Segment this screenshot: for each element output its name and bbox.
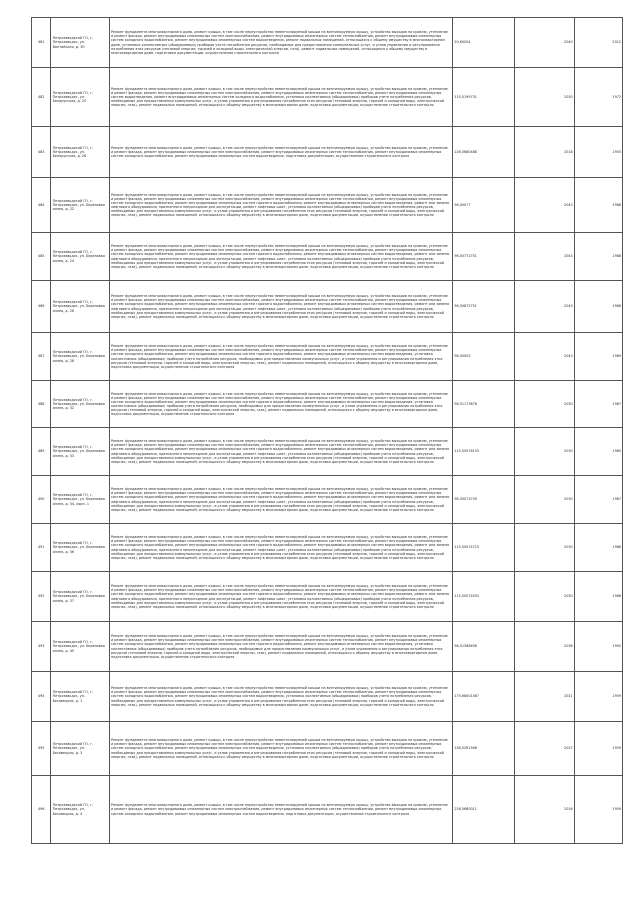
build-year-cell: 1987 bbox=[574, 476, 622, 524]
planned-year-cell: 2043 bbox=[514, 333, 574, 381]
planned-year-cell: 2030 bbox=[514, 428, 574, 476]
cost-value-cell: 96,50073709 bbox=[453, 476, 514, 524]
cost-value-cell: 96,50872751 bbox=[453, 281, 514, 333]
row-number-cell: 487 bbox=[32, 333, 51, 381]
cost-value-cell: 20,60004 bbox=[453, 18, 514, 68]
house-address-cell: Петрозаводский ГО, г. Петрозаводск, ул. Бесовецкая, д. 4 bbox=[51, 776, 109, 844]
planned-year-cell: 2030 bbox=[514, 68, 574, 127]
house-address-cell: Петрозаводский ГО, г. Петрозаводск, ул. Березовая аллея, д. 28 bbox=[51, 333, 109, 381]
house-address-cell: Петрозаводский ГО, г. Петрозаводск, ул. Березовая аллея, д. 36 bbox=[51, 524, 109, 572]
works-description-cell: Ремонт фундамента многоквартирного дома, ремонт крыши, в том числе переустройство невентилируемой крыши на вентилируемую крышу, устройство выходов на кровлю, утепление и ремонт фасада, ремонт внутридомовых инженерных систем электроснабжения, ремонт внутридомовых инженерных систем теплоснабжения, ремонт внутридомовых инженерных систем холодного водоснабжения, ремонт внутридомовых инженерных систем водоотведения, подготовка документации, осуществление строительного контроля bbox=[109, 127, 452, 178]
works-description-cell: Ремонт фундамента многоквартирного дома, ремонт крыши, в том числе переустройство невентилируемой крыши на вентилируемую крышу, устройство выходов на кровлю, утепление и ремонт фасада, ремонт внутридомовых инженерных систем электроснабжения, ремонт внутридомовых инженерных систем теплоснабжения, ремонт внутридомовых инженерных систем холодного водоснабжения, ремонт внутридомовых инженерных систем горячего водоснабжения, ремонт внутридомовых инженерных систем водоотведения, ремонт или замена лифтового оборудования, признанного непригодным для эксплуатации, ремонт лифтовых шахт, установка коллективных (общедомовых) приборов учета потребления ресурсов, необходимых для предоставления коммунальных услуг, и узлов управления и регулирования потребления этих ресурсов (тепловой энергии, горячей и холодной воды, электрической энергии, газа), ремонт подвальных помещений, относящихся к общему имуществу в многоквартирном доме, подготовка документации, осуществление строительного контроля bbox=[109, 233, 452, 281]
row-number-cell: 491 bbox=[32, 524, 51, 572]
table-row bbox=[32, 572, 623, 622]
build-year-cell: 1989 bbox=[574, 333, 622, 381]
row-number-cell: 496 bbox=[32, 776, 51, 844]
works-description-cell: Ремонт фундамента многоквартирного дома, ремонт крыши, в том числе переустройство невентилируемой крыши на вентилируемую крышу, устройство выходов на кровлю, утепление и ремонт фасада, ремонт внутридомовых инженерных систем электроснабжения, ремонт внутридомовых инженерных систем теплоснабжения, ремонт внутридомовых инженерных систем холодного водоснабжения, ремонт внутридомовых инженерных систем горячего водоснабжения, ремонт внутридомовых инженерных систем водоотведения, ремонт или замена лифтового оборудования, признанного непригодным для эксплуатации, ремонт лифтовых шахт, установка коллективных (общедомовых) приборов учета потребления ресурсов, необходимых для предоставления коммунальных услуг, и узлов управления и регулирования потребления этих ресурсов (тепловой энергии, горячей и холодной воды, электрической энергии, газа), ремонт подвальных помещений, относящихся к общему имуществу в многоквартирном доме, подготовка документации, осуществление строительного контроля bbox=[109, 524, 452, 572]
cost-value-cell: 96,51173676 bbox=[453, 381, 514, 428]
table-row bbox=[32, 381, 623, 428]
planned-year-cell: 2030 bbox=[514, 572, 574, 622]
house-address-cell: Петрозаводский ГО, г. Петрозаводск, ул. Белорусская, д. 28 bbox=[51, 127, 109, 178]
build-year-cell: 1959 bbox=[574, 672, 622, 722]
house-address-cell: Петрозаводский ГО, г. Петрозаводск, ул. Балтийская, д. 30 bbox=[51, 18, 109, 68]
table-row bbox=[32, 776, 623, 844]
table-row bbox=[32, 333, 623, 381]
row-number-cell: 493 bbox=[32, 622, 51, 672]
build-year-cell: 1992 bbox=[574, 622, 622, 672]
table-row bbox=[32, 476, 623, 524]
planned-year-cell: 2027 bbox=[514, 722, 574, 776]
planned-year-cell: 2036 bbox=[514, 622, 574, 672]
house-address-cell: Петрозаводский ГО, г. Петрозаводск, ул. Бесовецкая, д. 1 bbox=[51, 672, 109, 722]
works-description-cell: Ремонт фундамента многоквартирного дома, ремонт крыши, в том числе переустройство невентилируемой крыши на вентилируемую крышу, устройство выходов на кровлю, утепление и ремонт фасада, ремонт внутридомовых инженерных систем электроснабжения, ремонт внутридомовых инженерных систем теплоснабжения, ремонт внутридомовых инженерных систем холодного водоснабжения, ремонт внутридомовых инженерных систем горячего водоснабжения, ремонт внутридомовых инженерных систем водоотведения, ремонт или замена лифтового оборудования, признанного непригодным для эксплуатации, ремонт лифтовых шахт, установка коллективных (общедомовых) приборов учета потребления ресурсов, необходимых для предоставления коммунальных услуг, и узлов управления и регулирования потребления этих ресурсов (тепловой энергии, горячей и холодной воды, электрической энергии, газа), ремонт подвальных помещений, относящихся к общему имуществу в многоквартирном доме, подготовка документации, осуществление строительного контроля bbox=[109, 281, 452, 333]
table-row bbox=[32, 428, 623, 476]
row-number-cell: 485 bbox=[32, 233, 51, 281]
row-number-cell: 495 bbox=[32, 722, 51, 776]
row-number-cell: 489 bbox=[32, 428, 51, 476]
build-year-cell: 1985 bbox=[574, 428, 622, 476]
table-row bbox=[32, 524, 623, 572]
works-description-cell: Ремонт фундамента многоквартирного дома, ремонт крыши, в том числе переустройство невентилируемой крыши на вентилируемую крышу, устройство выходов на кровлю, утепление и ремонт фасада, ремонт внутридомовых инженерных систем электроснабжения, ремонт внутридомовых инженерных систем теплоснабжения, ремонт внутридомовых инженерных систем холодного водоснабжения, ремонт внутридомовых инженерных систем водоотведения, установка коллективных (общедомовых) приборов учета потребления ресурсов, необходимых для предоставления коммунальных услуг, и узлов управления и регулирования потребления этих ресурсов (тепловой энергии, горячей и холодной воды, электрической энергии, газа), ремонт подвальных помещений, относящихся к общему имуществу в многоквартирном доме, подготовка документации, осуществление строительного контроля bbox=[109, 672, 452, 722]
build-year-cell: 1959 bbox=[574, 722, 622, 776]
cost-value-cell: 96,50772751 bbox=[453, 233, 514, 281]
cost-value-cell: 96,50003 bbox=[453, 333, 514, 381]
house-address-cell: Петрозаводский ГО, г. Петрозаводск, ул. Березовая аллея, д. 45 bbox=[51, 622, 109, 672]
house-address-cell: Петрозаводский ГО, г. Петрозаводск, ул. Березовая аллея, д. 26 bbox=[51, 281, 109, 333]
planned-year-cell: 2030 bbox=[514, 524, 574, 572]
build-year-cell: 2012 bbox=[574, 18, 622, 68]
planned-year-cell: 2043 bbox=[514, 281, 574, 333]
build-year-cell: 1988 bbox=[574, 178, 622, 233]
works-description-cell: Ремонт фундамента многоквартирного дома, ремонт крыши, в том числе переустройство невентилируемой крыши на вентилируемую крышу, устройство выходов на кровлю, утепление и ремонт фасада, ремонт внутридомовых инженерных систем электроснабжения, ремонт внутридомовых инженерных систем теплоснабжения, ремонт внутридомовых инженерных систем холодного водоснабжения, ремонт внутридомовых инженерных систем горячего водоснабжения, ремонт внутридомовых инженерных систем водоотведения, установка коллективных (общедомовых) приборов учета потребления ресурсов, необходимых для предоставления коммунальных услуг, и узлов управления и регулирования потребления этих ресурсов (тепловой энергии, горячей и холодной воды, электрической энергии, газа), ремонт подвальных помещений, относящихся к общему имуществу в многоквартирном доме, подготовка документации, осуществление строительного контроля bbox=[109, 622, 452, 672]
cost-value-cell: 96,51368636 bbox=[453, 622, 514, 672]
works-description-cell: Ремонт фундамента многоквартирного дома, ремонт крыши, в том числе переустройство невентилируемой крыши на вентилируемую крышу, устройство выходов на кровлю, утепление и ремонт фасада, ремонт внутридомовых инженерных систем электроснабжения, ремонт внутридомовых инженерных систем теплоснабжения, ремонт внутридомовых инженерных систем холодного водоснабжения, ремонт внутридомовых инженерных систем горячего водоснабжения, ремонт внутридомовых инженерных систем водоотведения, ремонт или замена лифтового оборудования, признанного непригодным для эксплуатации, ремонт лифтовых шахт, установка коллективных (общедомовых) приборов учета потребления ресурсов, необходимых для предоставления коммунальных услуг, и узлов управления и регулирования потребления этих ресурсов (тепловой энергии, горячей и холодной воды, электрической энергии, газа), ремонт подвальных помещений, относящихся к общему имуществу в многоквартирном доме, подготовка документации, осуществление строительного контроля bbox=[109, 476, 452, 524]
works-description-cell: Ремонт фундамента многоквартирного дома, ремонт крыши, в том числе переустройство невентилируемой крыши на вентилируемую крышу, устройство выходов на кровлю, утепление и ремонт фасада, ремонт внутридомовых инженерных систем электроснабжения, ремонт внутридомовых инженерных систем теплоснабжения, ремонт внутридомовых инженерных систем водоотведения, ремонт внутридомовых инженерных систем холодного водоснабжения, установка коллективных (общедомовых) приборов учета потребления ресурсов, необходимых для предоставления коммунальных услуг, и узлов управления и регулирования потребления этих ресурсов (тепловой энергии, горячей и холодной воды, электрической энергии, газа), ремонт подвальных помещений, относящихся к общему имуществу в многоквартирном доме, подготовка документации, осуществление строительного контроля bbox=[109, 68, 452, 127]
cost-value-cell: 226,5680011 bbox=[453, 776, 514, 844]
build-year-cell: 1988 bbox=[574, 281, 622, 333]
row-number-cell: 481 bbox=[32, 18, 51, 68]
planned-year-cell: 2043 bbox=[514, 178, 574, 233]
works-description-cell: Ремонт фундамента многоквартирного дома, ремонт крыши, в том числе переустройство невентилируемой крыши на вентилируемую крышу, устройство выходов на кровлю, утепление и ремонт фасада, ремонт внутридомовых инженерных систем электроснабжения, ремонт внутридомовых инженерных систем теплоснабжения, ремонт внутридомовых инженерных систем холодного водоснабжения, ремонт внутридомовых инженерных систем горячего водоснабжения, ремонт внутридомовых инженерных систем водоотведения, ремонт или замена лифтового оборудования, признанного непригодным для эксплуатации, ремонт лифтовых шахт, установка коллективных (общедомовых) приборов учета потребления ресурсов, необходимых для предоставления коммунальных услуг, и узлов управления и регулирования потребления этих ресурсов (тепловой энергии, горячей и холодной воды, электрической энергии, газа), ремонт подвальных помещений, относящихся к общему имуществу в многоквартирном доме, подготовка документации, осуществление строительного контроля bbox=[109, 178, 452, 233]
row-number-cell: 488 bbox=[32, 381, 51, 428]
works-description-cell: Ремонт фундамента многоквартирного дома, ремонт крыши, в том числе переустройство невентилируемой крыши на вентилируемую крышу, устройство выходов на кровлю, утепление и ремонт фасада, ремонт внутридомовых инженерных систем электроснабжения, ремонт внутридомовых инженерных систем теплоснабжения, ремонт внутридомовых инженерных систем холодного водоснабжения, ремонт внутридомовых инженерных систем водоотведения, подготовка документации, осуществление строительного контроля bbox=[109, 776, 452, 844]
works-description-cell: Ремонт фундамента многоквартирного дома, ремонт крыши, в том числе переустройство невентилируемой крыши на вентилируемую крышу, устройство выходов на кровлю, утепление и ремонт фасада, ремонт внутридомовых инженерных систем электроснабжения, ремонт внутридомовых инженерных систем теплоснабжения, ремонт внутридомовых инженерных систем холодного водоснабжения, ремонт внутридомовых инженерных систем горячего водоснабжения, ремонт внутридомовых инженерных систем водоотведения, установка коллективных (общедомовых) приборов учета потребления ресурсов, необходимых для предоставления коммунальных услуг, и узлов управления и регулирования потребления этих ресурсов (тепловой энергии, горячей и холодной воды, электрической энергии, газа), ремонт подвальных помещений, относящихся к общему имуществу в многоквартирном доме, подготовка документации, осуществление строительного контроля bbox=[109, 381, 452, 428]
cost-value-cell: 115,50074715 bbox=[453, 524, 514, 572]
table-row bbox=[32, 18, 623, 68]
house-address-cell: Петрозаводский ГО, г. Петрозаводск, ул. Березовая аллея, д. 33 bbox=[51, 428, 109, 476]
table-row bbox=[32, 722, 623, 776]
table-row bbox=[32, 178, 623, 233]
works-description-cell: Ремонт фундамента многоквартирного дома, ремонт крыши, в том числе переустройство невентилируемой крыши на вентилируемую крышу, устройство выходов на кровлю, утепление и ремонт фасада, ремонт внутридомовых инженерных систем электроснабжения, ремонт внутридомовых инженерных систем теплоснабжения, ремонт внутридомовых инженерных систем холодного водоснабжения, ремонт внутридомовых инженерных систем водоотведения, ремонт подвальных помещений, относящихся к общему имуществу в многоквартирном доме, установка коллективных (общедомовых) приборов учета потребления ресурсов, необходимых для предоставления коммунальных услуг, и узлов управления и регулирования потребления этих ресурсов (тепловой энергии, горячей и холодной воды, электрической энергии, газа), ремонт подвальных помещений, относящихся к общему имуществу в многоквартирном доме, подготовка документации, осуществление строительного контроля bbox=[109, 18, 452, 68]
row-number-cell: 482 bbox=[32, 68, 51, 127]
build-year-cell: 1987 bbox=[574, 381, 622, 428]
row-number-cell: 494 bbox=[32, 672, 51, 722]
build-year-cell: 1955 bbox=[574, 127, 622, 178]
build-year-cell: 1986 bbox=[574, 524, 622, 572]
table-row bbox=[32, 127, 623, 178]
row-number-cell: 486 bbox=[32, 281, 51, 333]
cost-value-cell: 156,5281566 bbox=[453, 722, 514, 776]
works-description-cell: Ремонт фундамента многоквартирного дома, ремонт крыши, в том числе переустройство невентилируемой крыши на вентилируемую крышу, устройство выходов на кровлю, утепление и ремонт фасада, ремонт внутридомовых инженерных систем электроснабжения, ремонт внутридомовых инженерных систем теплоснабжения, ремонт внутридомовых инженерных систем холодного водоснабжения, ремонт внутридомовых инженерных систем горячего водоснабжения, ремонт внутридомовых инженерных систем водоотведения, установка коллективных (общедомовых) приборов учета потребления ресурсов, необходимых для предоставления коммунальных услуг, и узлов управления и регулирования потребления этих ресурсов (тепловой энергии, горячей и холодной воды, электрической энергии, газа), ремонт подвальных помещений, относящихся к общему имуществу в многоквартирном доме, подготовка документации, осуществление строительного контроля bbox=[109, 333, 452, 381]
house-address-cell: Петрозаводский ГО, г. Петрозаводск, ул. Березовая аллея, д. 37 bbox=[51, 572, 109, 622]
row-number-cell: 490 bbox=[32, 476, 51, 524]
house-address-cell: Петрозаводский ГО, г. Петрозаводск, ул. Бесовецкая, д. 3 bbox=[51, 722, 109, 776]
table-row bbox=[32, 233, 623, 281]
row-number-cell: 483 bbox=[32, 127, 51, 178]
table-row bbox=[32, 622, 623, 672]
build-year-cell: 1986 bbox=[574, 572, 622, 622]
table-row bbox=[32, 68, 623, 127]
planned-year-cell: 2040 bbox=[514, 18, 574, 68]
row-number-cell: 492 bbox=[32, 572, 51, 622]
works-description-cell: Ремонт фундамента многоквартирного дома, ремонт крыши, в том числе переустройство невентилируемой крыши на вентилируемую крышу, устройство выходов на кровлю, утепление и ремонт фасада, ремонт внутридомовых инженерных систем электроснабжения, ремонт внутридомовых инженерных систем теплоснабжения, ремонт внутридомовых инженерных систем холодного водоснабжения, ремонт внутридомовых инженерных систем горячего водоснабжения, ремонт внутридомовых инженерных систем водоотведения, ремонт или замена лифтового оборудования, признанного непригодным для эксплуатации, ремонт лифтовых шахт, установка коллективных (общедомовых) приборов учета потребления ресурсов, необходимых для предоставления коммунальных услуг, и узлов управления и регулирования потребления этих ресурсов (тепловой энергии, горячей и холодной воды, электрической энергии, газа), ремонт подвальных помещений, относящихся к общему имуществу в многоквартирном доме, подготовка документации, осуществление строительного контроля bbox=[109, 572, 452, 622]
planned-year-cell: 2016 bbox=[514, 776, 574, 844]
house-address-cell: Петрозаводский ГО, г. Петрозаводск, ул. Белорусская, д. 25 bbox=[51, 68, 109, 127]
house-address-cell: Петрозаводский ГО, г. Петрозаводск, ул. Березовая аллея, д. 24 bbox=[51, 233, 109, 281]
cost-value-cell: 115,50076155 bbox=[453, 428, 514, 476]
table-row bbox=[32, 281, 623, 333]
works-description-cell: Ремонт фундамента многоквартирного дома, ремонт крыши, в том числе переустройство невентилируемой крыши на вентилируемую крышу, устройство выходов на кровлю, утепление и ремонт фасада, ремонт внутридомовых инженерных систем электроснабжения, ремонт внутридомовых инженерных систем теплоснабжения, ремонт внутридомовых инженерных систем холодного водоснабжения, ремонт внутридомовых инженерных систем горячего водоснабжения, ремонт внутридомовых инженерных систем водоотведения, ремонт или замена лифтового оборудования, признанного непригодным для эксплуатации, ремонт лифтовых шахт, установка коллективных (общедомовых) приборов учета потребления ресурсов, необходимых для предоставления коммунальных услуг, и узлов управления и регулирования потребления этих ресурсов (тепловой энергии, горячей и холодной воды, электрической энергии, газа), ремонт подвальных помещений, относящихся к общему имуществу в многоквартирном доме, подготовка документации, осуществление строительного контроля bbox=[109, 428, 452, 476]
table-body bbox=[32, 18, 623, 844]
row-number-cell: 484 bbox=[32, 178, 51, 233]
build-year-cell: 1972 bbox=[574, 68, 622, 127]
cost-value-cell: 226,5680488 bbox=[453, 127, 514, 178]
house-address-cell: Петрозаводский ГО, г. Петрозаводск, ул. Березовая аллея, д. 34, корп. 1 bbox=[51, 476, 109, 524]
cost-value-cell: 115,50074552 bbox=[453, 572, 514, 622]
works-description-cell: Ремонт фундамента многоквартирного дома, ремонт крыши, в том числе переустройство невентилируемой крыши на вентилируемую крышу, устройство выходов на кровлю, утепление и ремонт фасада, ремонт внутридомовых инженерных систем электроснабжения, ремонт внутридомовых инженерных систем теплоснабжения, ремонт внутридомовых инженерных систем холодного водоснабжения, ремонт внутридомовых инженерных систем водоотведения, установка коллективных (общедомовых) приборов учета потребления ресурсов, необходимых для предоставления коммунальных услуг, и узлов управления и регулирования потребления этих ресурсов (тепловой энергии, горячей и холодной воды, электрической энергии, газа), ремонт подвальных помещений, относящихся к общему имуществу в многоквартирном доме, подготовка документации, осуществление строительного контроля bbox=[109, 722, 452, 776]
cost-value-cell: 175,6800146? bbox=[453, 672, 514, 722]
cost-value-cell: 115,5199731 bbox=[453, 68, 514, 127]
planned-year-cell: 2030 bbox=[514, 381, 574, 428]
capital-repair-table bbox=[31, 17, 623, 844]
build-year-cell: 1988 bbox=[574, 233, 622, 281]
planned-year-cell: 2030 bbox=[514, 476, 574, 524]
table-row bbox=[32, 672, 623, 722]
house-address-cell: Петрозаводский ГО, г. Петрозаводск, ул. Березовая аллея, д. 22 bbox=[51, 178, 109, 233]
cost-value-cell: 96,00077 bbox=[453, 178, 514, 233]
planned-year-cell: 2018 bbox=[514, 127, 574, 178]
planned-year-cell: 2043 bbox=[514, 233, 574, 281]
house-address-cell: Петрозаводский ГО, г. Петрозаводск, ул. Березовая аллея, д. 32 bbox=[51, 381, 109, 428]
planned-year-cell: 2021 bbox=[514, 672, 574, 722]
build-year-cell: 1959 bbox=[574, 776, 622, 844]
